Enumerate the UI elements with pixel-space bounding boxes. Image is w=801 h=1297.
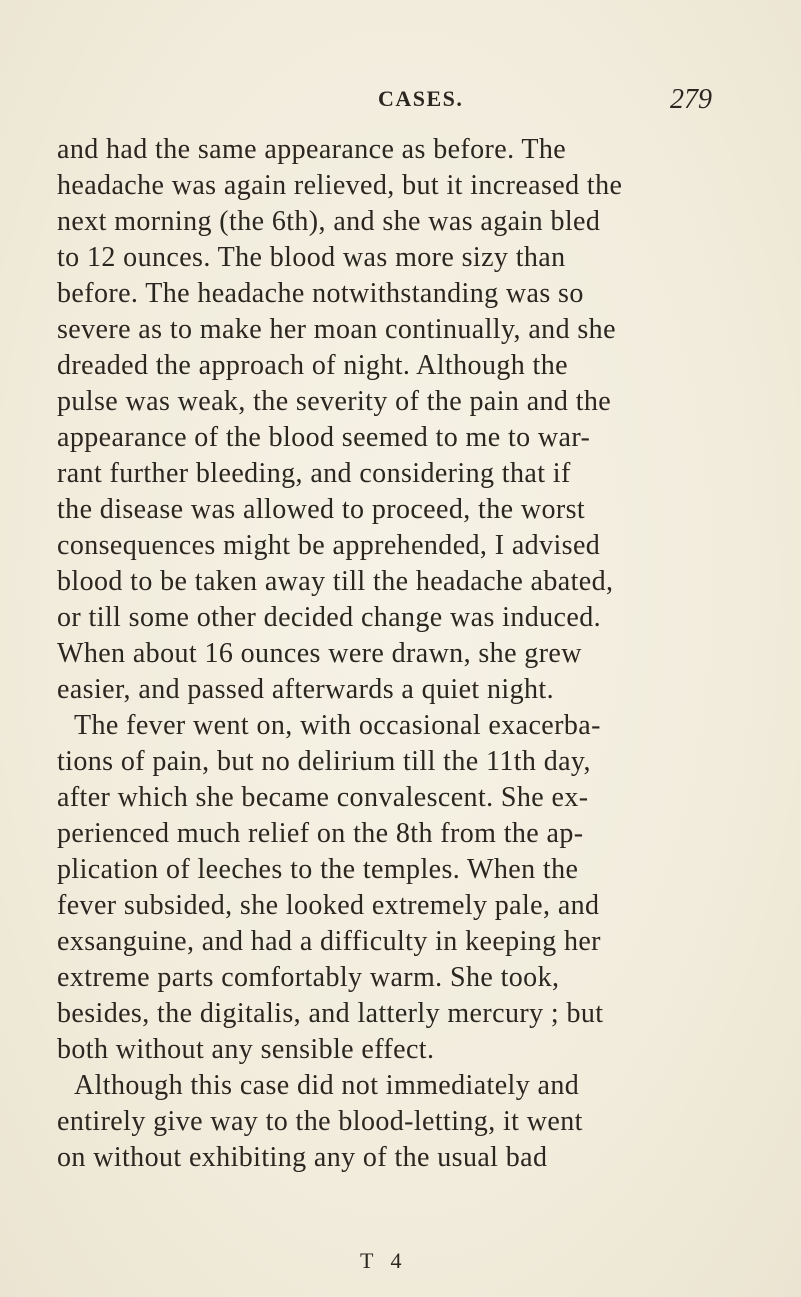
text-line: before. The headache notwithstanding was so <box>57 278 584 309</box>
text-line: consequences might be apprehended, I advised <box>57 530 601 561</box>
running-head-title: CASES. <box>378 86 464 111</box>
page-number: 279 <box>670 84 712 115</box>
text-line: both without any sensible effect. <box>57 1034 435 1065</box>
running-head <box>0 86 801 116</box>
text-line: pulse was weak, the severity of the pain and the <box>57 386 612 417</box>
text-line: blood to be taken away till the headache abated, <box>57 566 614 597</box>
text-line: after which she became convalescent. She ex- <box>57 782 589 813</box>
text-line: next morning (the 6th), and she was again bled <box>57 206 601 237</box>
text-line: headache was again relieved, but it increased the <box>57 170 623 201</box>
text-line: entirely give way to the blood-letting, it went <box>57 1106 583 1137</box>
text-line: When about 16 ounces were drawn, she grew <box>57 638 582 669</box>
text-line: easier, and passed afterwards a quiet night. <box>57 674 554 705</box>
text-line: or till some other decided change was induced. <box>57 602 602 633</box>
text-line: and had the same appearance as before. The <box>57 134 567 165</box>
text-line: extreme parts comfortably warm. She took, <box>57 962 560 993</box>
text-line: to 12 ounces. The blood was more sizy than <box>57 242 566 273</box>
text-line: severe as to make her moan continually, and she <box>57 314 616 345</box>
text-line: plication of leeches to the temples. When the <box>57 854 579 885</box>
text-line: perienced much relief on the 8th from the ap- <box>57 818 584 849</box>
text-line: exsanguine, and had a difficulty in keeping her <box>57 926 601 957</box>
text-line: Although this case did not immediately and <box>74 1070 580 1101</box>
text-line: rant further bleeding, and considering that if <box>57 458 571 489</box>
text-line: fever subsided, she looked extremely pale, and <box>57 890 600 921</box>
text-line: on without exhibiting any of the usual bad <box>57 1142 548 1173</box>
text-line: dreaded the approach of night. Although the <box>57 350 568 381</box>
text-line: appearance of the blood seemed to me to war- <box>57 422 591 453</box>
text-line: the disease was allowed to proceed, the worst <box>57 494 586 525</box>
signature-mark: T 4 <box>360 1248 408 1273</box>
text-line: The fever went on, with occasional exacerba- <box>74 710 601 741</box>
text-line: tions of pain, but no delirium till the 11th day, <box>57 746 591 777</box>
text-line: besides, the digitalis, and latterly mercury ; but <box>57 998 604 1029</box>
